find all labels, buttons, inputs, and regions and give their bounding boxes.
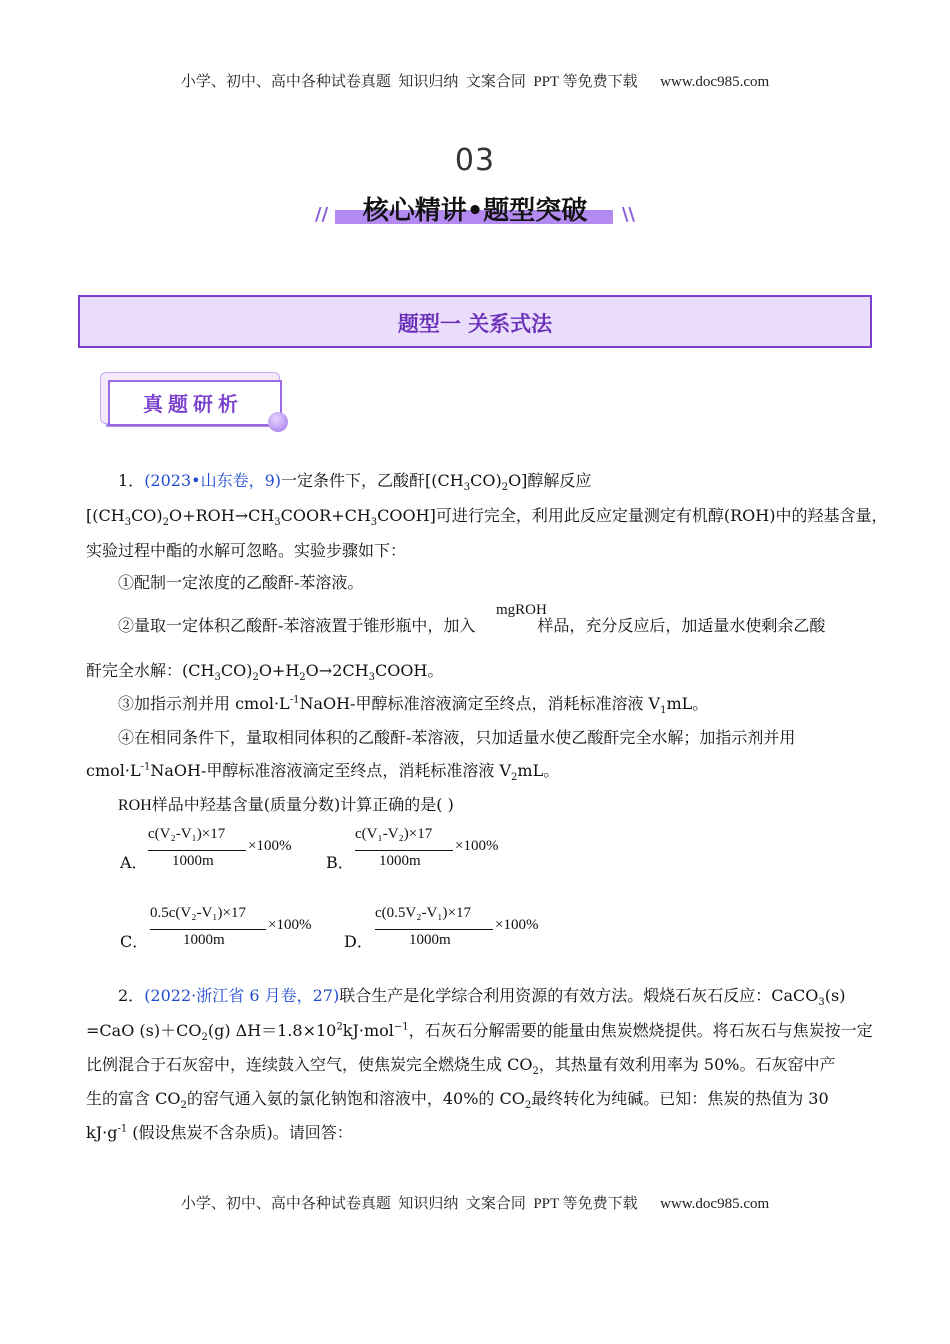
option-c-label[interactable]: C． [120,932,149,951]
type-heading: 题型一 关系式法 [397,312,553,336]
type-heading-box [78,295,872,348]
q1-question: ROH样品中羟基含量(质量分数)计算正确的是( ) [118,795,454,814]
q1-line-1: 1．(2023•山东卷，9)一定条件下，乙酸酐$[(CH_3CO)_2O]$醇解反应 [118,471,592,494]
section-number: 03 [0,143,950,178]
exam-analysis-badge [100,372,295,430]
q2-line-3: 比例混合于石灰窑中，连续鼓入空气，使焦炭完全燃烧生成 $CO_2$，其热量有效利用率为 50%。石灰窑中产 [86,1055,836,1078]
q2-line-4: 生的富含 $CO_2$的窑气通入氨的氯化钠饱和溶液中，40%的 $CO_2$最终转化为纯碱。已知：焦炭的热值为 30 [86,1089,829,1112]
slash-decoration-left: // [315,204,329,225]
q2-line-5: $kJ\cdot g^{-1}$ (假设焦炭不含杂质)。请回答： [86,1123,353,1142]
q1-step-2-cont: 酐完全水解：$(CH_3CO)_2O+H_2O\to 2CH_3COOH$。 [86,661,444,684]
q1-line-2: $[(CH_3CO)_2O+ROH\to CH_3COOR+CH_3COOH]$可进行完全，利用此反应定量测定有机醇(ROH)中的羟基含量， [86,506,888,529]
slash-decoration-right: \\ [621,204,635,225]
q1-step-4: ④在相同条件下，量取相同体积的乙酸酐-苯溶液，只加适量水使乙酸酐完全水解；加指示剂并用 [118,728,796,747]
q2-line-1: 2．(2022·浙江省 6 月卷，27)联合生产是化学综合利用资源的有效方法。煅烧石灰石反应：CaCO$_3$(s) [118,986,846,1009]
section-title-banner [315,190,635,230]
q1-step-1: ①配制一定浓度的乙酸酐-苯溶液。 [118,573,364,592]
page-header: 小学、初中、高中各种试卷真题 知识归纳 文案合同 PPT 等免费下载 www.doc985.com [180,74,770,90]
q1-mg-roh: mgROH [496,602,547,618]
badge-label: 真题研析 [143,392,243,416]
q1-line-3: 实验过程中酯的水解可忽略。实验步骤如下： [86,541,407,560]
q1-source: (2023•山东卷，9) [144,471,282,490]
badge-orb-icon [268,412,288,432]
q1-step-2: ②量取一定体积乙酸酐-苯溶液置于锥形瓶中，加入 样品，充分反应后，加适量水使剩余乙酸 [118,616,826,635]
q2-source: (2022·浙江省 6 月卷，27) [144,986,340,1005]
q2-line-2: =CaO $(s)+CO_2(g)$ $\Delta H=1.8\times 10^2kJ\cdot mol^{-1}$，石灰石分解需要的能量由焦炭燃烧提供。将石灰石与焦炭按一定 [86,1021,873,1044]
option-b-label[interactable]: B． [326,853,354,872]
q1-step-4-cont: $cmol\cdot L^{-1}NaOH-$甲醇标准溶液滴定至终点，消耗标准溶液 $V_2mL$。 [86,761,560,784]
section-title: 核心精讲•题型突破 [362,196,588,226]
q1-step-3: ③加指示剂并用 $cmol\cdot L^{-1}NaOH-$甲醇标准溶液滴定至终点，消耗标准溶液 $V_1mL$。 [118,694,709,717]
page-footer: 小学、初中、高中各种试卷真题 知识归纳 文案合同 PPT 等免费下载 www.doc985.com [180,1196,770,1212]
option-a-label[interactable]: A． [120,853,148,872]
option-d-label[interactable]: D． [344,932,373,951]
